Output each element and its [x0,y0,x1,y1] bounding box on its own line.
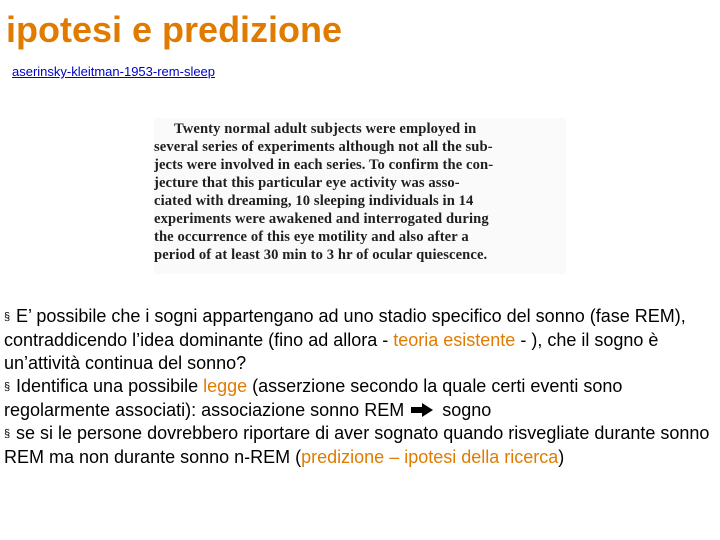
scanned-excerpt-image [154,118,566,274]
bullet-marker: § [4,381,11,393]
highlight-legge: legge [203,376,248,396]
bullet-text: se si le persone dovrebbero riportare di aver sognato quando risvegliate durante sonno REM ma non durante sonno n-REM ( [4,423,710,467]
excerpt-line: the occurrence of this eye motility and also after a [154,229,469,245]
bullet-list [4,305,720,469]
bullet-text: (asserzione secondo la quale certi eventi sono regolarmente associati): associazione sonno REM [4,376,623,420]
highlight-predizione-ipotesi: predizione – ipotesi della ricerca [301,447,559,467]
excerpt-line: jects were involved in each series. To confirm the con- [154,157,494,173]
slide-title: ipotesi e predizione [6,9,343,50]
highlight-teoria-esistente: teoria esistente [393,330,516,350]
bullet-item-prediction [4,422,720,469]
excerpt-line: period of at least 30 min to 3 hr of ocular quiescence. [154,247,488,263]
bullet-text: sogno [437,400,492,420]
bullet-marker: § [4,428,11,440]
bullet-text: E’ possibile che i sogni appartengano ad uno stadio specifico del sonno (fase REM), contraddicendo l’idea dominante (fino ad allora - [4,306,686,350]
bullet-text: - ), che il sogno è un’attività continua del sonno? [4,330,659,373]
bullet-text: Identifica una possibile [16,376,204,396]
excerpt-line: Twenty normal adult subjects were employed in [174,121,477,137]
bullet-item-law [4,375,720,422]
excerpt-line: jecture that this particular eye activity was asso- [154,175,460,191]
bullet-text: ) [558,447,565,467]
excerpt-line: several series of experiments although not all the sub- [154,139,493,155]
right-arrow-icon [411,400,433,414]
source-link[interactable]: aserinsky-kleitman-1953-rem-sleep [12,64,216,79]
excerpt-line: experiments were awakened and interrogated during [154,211,489,227]
excerpt-line: ciated with dreaming, 10 sleeping individuals in 14 [154,193,474,209]
bullet-marker: § [4,311,11,323]
bullet-item-rem-hypothesis [4,305,720,375]
